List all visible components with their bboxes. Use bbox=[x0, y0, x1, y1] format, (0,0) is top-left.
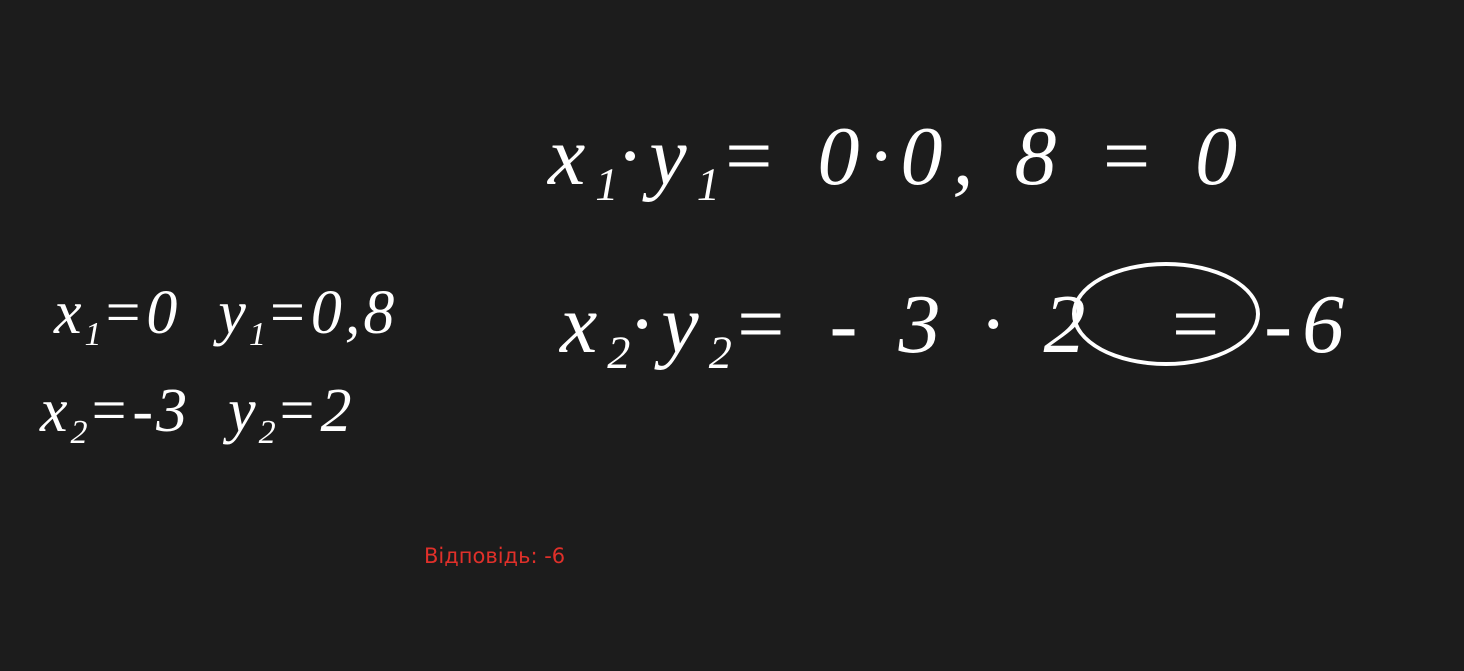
var-y: y bbox=[649, 110, 697, 203]
subscript: 2 bbox=[708, 327, 732, 379]
subscript: 1 bbox=[84, 315, 102, 353]
x-value: =-3 bbox=[87, 377, 191, 445]
subscript: 2 bbox=[258, 413, 276, 451]
values-line-2 bbox=[40, 376, 354, 452]
subscript: 2 bbox=[70, 413, 88, 451]
subscript: 2 bbox=[607, 327, 631, 379]
answer-text: Відповідь: -6 bbox=[424, 544, 566, 568]
var-x: x bbox=[548, 110, 596, 203]
var-x: x bbox=[560, 278, 608, 371]
multiply-dot: · bbox=[630, 278, 662, 371]
multiply-dot: · bbox=[618, 110, 650, 203]
result-circle bbox=[1072, 262, 1260, 366]
x-value: =0 bbox=[101, 279, 181, 347]
product-expression: = - 3 · 2 bbox=[731, 278, 1096, 371]
product-result: = 0·0, 8 = 0 bbox=[719, 110, 1248, 203]
circled-result: = -6 bbox=[1166, 278, 1355, 371]
y-value: =2 bbox=[275, 377, 355, 445]
product-line-1 bbox=[548, 108, 1247, 211]
subscript: 1 bbox=[696, 159, 720, 211]
y-value: =0,8 bbox=[266, 279, 398, 347]
subscript: 1 bbox=[595, 159, 619, 211]
var-y: y bbox=[661, 278, 709, 371]
var-y: y bbox=[218, 279, 249, 347]
var-y: y bbox=[228, 377, 259, 445]
subscript: 1 bbox=[248, 315, 266, 353]
var-x: x bbox=[40, 377, 71, 445]
var-x: x bbox=[54, 279, 85, 347]
values-line-1 bbox=[54, 278, 397, 354]
